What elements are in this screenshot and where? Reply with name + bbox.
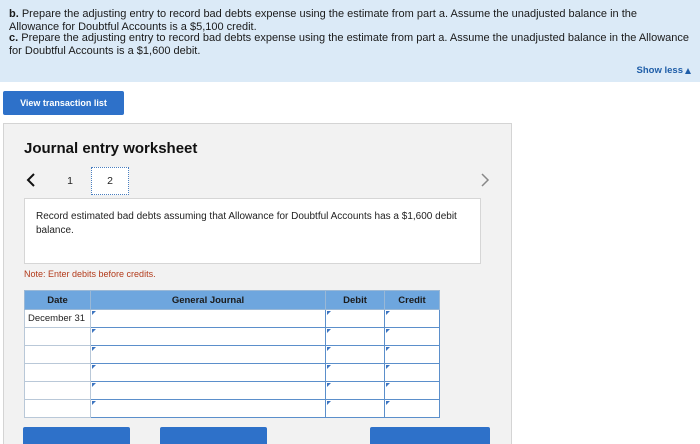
date-column-header: Date — [25, 291, 91, 310]
date-cell[interactable]: December 31 — [25, 310, 91, 328]
instruction-b-label: b. — [9, 8, 19, 20]
table-row — [25, 328, 440, 346]
table-row — [25, 364, 440, 382]
account-input[interactable] — [91, 328, 326, 346]
view-transaction-list-button[interactable]: View transaction list — [3, 91, 124, 115]
journal-table — [24, 290, 440, 418]
instructions-panel — [0, 0, 700, 82]
journal-table-header — [25, 291, 440, 310]
table-row — [25, 382, 440, 400]
debit-input[interactable] — [326, 346, 385, 364]
credit-column-header: Credit — [385, 291, 440, 310]
account-input[interactable] — [91, 364, 326, 382]
instruction-c-label: c. — [9, 32, 19, 44]
date-cell[interactable] — [25, 400, 91, 418]
credit-input[interactable] — [385, 346, 440, 364]
date-cell[interactable] — [25, 328, 91, 346]
account-input[interactable] — [91, 382, 326, 400]
view-general-journal-button[interactable] — [370, 427, 490, 444]
step-2-tab[interactable]: 2 — [91, 167, 129, 195]
debit-input[interactable] — [326, 364, 385, 382]
triangle-up-icon — [685, 68, 691, 74]
instruction-b-text: Prepare the adjusting entry to record bad debts expense using the estimate from part a. Assume the unadjusted balance in the Allowance for Doubtful Accounts is a $5,100 credit. — [9, 8, 637, 33]
instruction-b — [9, 8, 689, 34]
transaction-description: Record estimated bad debts assuming that Allowance for Doubtful Accounts has a $1,600 debit balance. — [24, 198, 481, 264]
show-less-link[interactable] — [637, 65, 691, 76]
worksheet-title: Journal entry worksheet — [24, 140, 198, 157]
date-cell[interactable] — [25, 364, 91, 382]
credit-input[interactable] — [385, 310, 440, 328]
general-journal-column-header: General Journal — [91, 291, 326, 310]
credit-input[interactable] — [385, 328, 440, 346]
credit-input[interactable] — [385, 382, 440, 400]
chevron-left-icon[interactable] — [24, 172, 38, 188]
credit-input[interactable] — [385, 364, 440, 382]
record-entry-button[interactable] — [23, 427, 130, 444]
date-cell[interactable] — [25, 382, 91, 400]
credit-input[interactable] — [385, 400, 440, 418]
chevron-right-icon[interactable] — [478, 172, 492, 188]
debit-input[interactable] — [326, 310, 385, 328]
account-input[interactable] — [91, 310, 326, 328]
table-row — [25, 310, 440, 328]
account-input[interactable] — [91, 346, 326, 364]
date-cell[interactable] — [25, 346, 91, 364]
instruction-c-text: Prepare the adjusting entry to record bad debts expense using the estimate from part a. Assume the unadjusted balance in the Allowance for Doubtful Accounts is a $1,600 debit. — [9, 32, 689, 57]
debit-input[interactable] — [326, 400, 385, 418]
show-less-label: Show less — [636, 65, 683, 76]
debit-input[interactable] — [326, 328, 385, 346]
journal-entry-worksheet — [3, 123, 512, 444]
debit-credit-note: Note: Enter debits before credits. — [24, 269, 156, 279]
table-row — [25, 346, 440, 364]
debit-column-header: Debit — [326, 291, 385, 310]
clear-entry-button[interactable] — [160, 427, 267, 444]
table-row — [25, 400, 440, 418]
debit-input[interactable] — [326, 382, 385, 400]
instruction-c — [9, 32, 689, 58]
step-1-tab[interactable]: 1 — [67, 175, 73, 187]
account-input[interactable] — [91, 400, 326, 418]
